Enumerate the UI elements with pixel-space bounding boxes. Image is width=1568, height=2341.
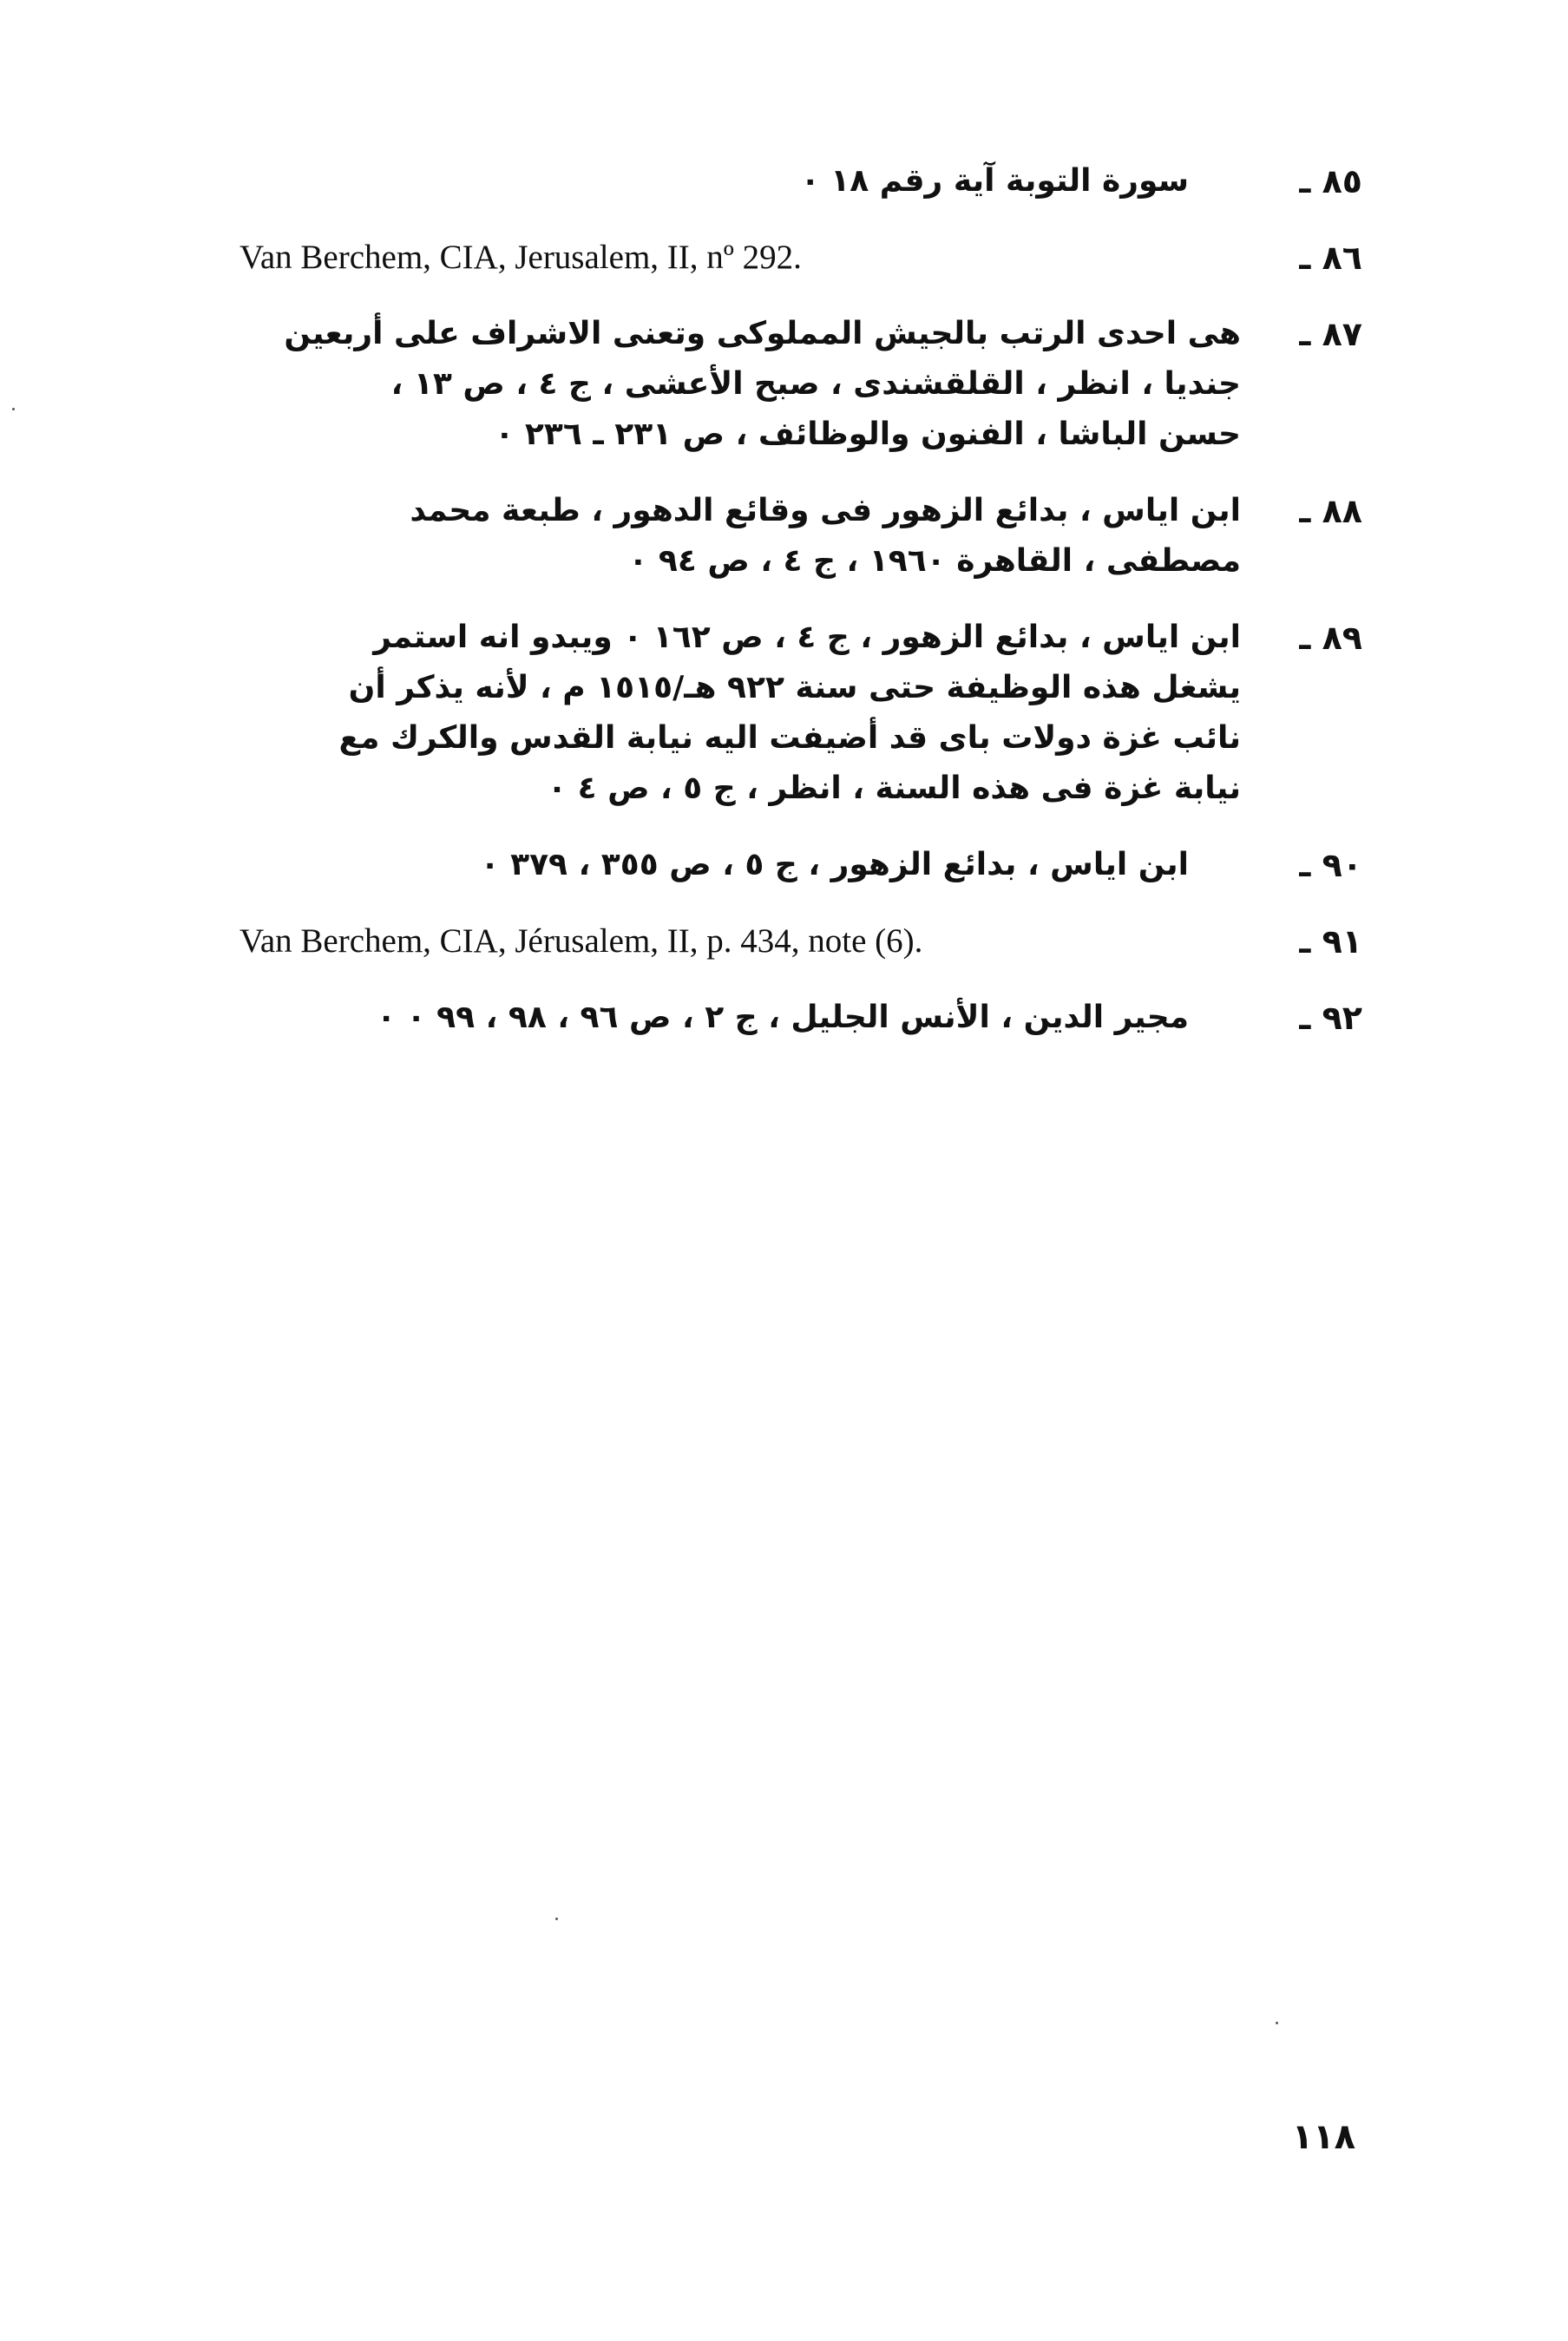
scan-speck	[555, 1918, 558, 1920]
footnote-90	[234, 840, 1362, 890]
footnote-text: هى احدى الرتب بالجيش المملوكى وتعنى الاشراف على أربعين جنديا ، انظر ، القلقشندى ، صبح الأعشى ، ج ٤ ، ص ١٣ ، حسن الباشا ، الفنون والوظائف ، ص ٢٣١ ـ ٢٣٦ ٠	[284, 316, 1241, 452]
footnote-text: Van Berchem, CIA, Jérusalem, II, p. 434, note (6).	[239, 922, 923, 960]
footnote-91	[234, 916, 1362, 967]
scan-speck	[1276, 2022, 1278, 2024]
footnote-number: ٨٥ ـ	[1299, 162, 1362, 200]
footnote-number: ٨٩ ـ	[1299, 619, 1362, 657]
footnote-92	[234, 993, 1362, 1043]
footnote-88	[234, 486, 1362, 587]
footnote-number: ٨٨ ـ	[1299, 492, 1362, 530]
scan-speck	[12, 408, 15, 410]
footnote-number: ٨٧ ـ	[1299, 315, 1362, 353]
footnote-number: ٨٦ ـ	[1299, 239, 1362, 277]
footnote-number: ٩٠ ـ	[1299, 846, 1362, 884]
footnote-number: ٩٢ ـ	[1299, 999, 1362, 1037]
footnote-number: ٩١ ـ	[1299, 922, 1362, 961]
footnote-text: ابن اياس ، بدائع الزهور ، ج ٤ ، ص ١٦٢ ٠ ويبدو انه استمر يشغل هذه الوظيفة حتى سنة ٩٢٢ هـ/١٥١٥ م ، لأنه يذكر أن نائب غزة دولات باى قد أضيفت اليه نيابة القدس والكرك مع نيابة غزة فى هذه السنة ، انظر ، ج ٥ ، ص ٤ ٠	[338, 620, 1241, 806]
footnote-text: سورة التوبة آية رقم ١٨ ٠	[800, 163, 1189, 199]
footnote-86	[234, 233, 1362, 283]
footnote-text: ابن اياس ، بدائع الزهور ، ج ٥ ، ص ٣٥٥ ، ٣٧٩ ٠	[480, 847, 1189, 882]
footnote-text: Van Berchem, CIA, Jerusalem, II, nº 292.	[239, 239, 802, 276]
footnote-87	[234, 309, 1362, 460]
footnotes-list	[234, 156, 1362, 1069]
footnote-85	[234, 156, 1362, 207]
footnote-89	[234, 613, 1362, 814]
footnote-text: مجير الدين ، الأنس الجليل ، ج ٢ ، ص ٩٦ ، ٩٨ ، ٩٩ ٠ ٠	[377, 1000, 1189, 1035]
footnote-text: ابن اياس ، بدائع الزهور فى وقائع الدهور ، طبعة محمد مصطفى ، القاهرة ١٩٦٠ ، ج ٤ ، ص ٩٤ ٠	[410, 493, 1241, 579]
page-number: ١١٨	[1291, 2117, 1355, 2157]
